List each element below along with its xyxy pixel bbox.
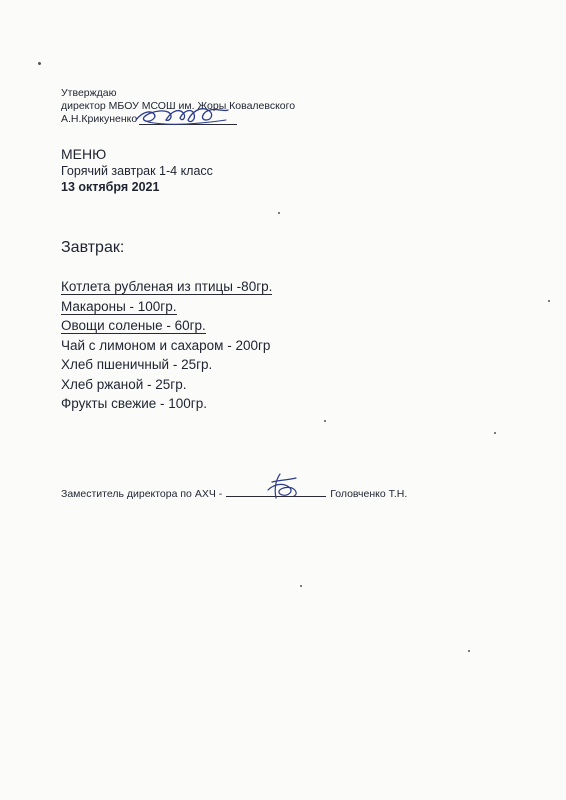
page-title: МЕНЮ [61, 146, 107, 162]
scan-speck [494, 432, 496, 434]
approver-signature-line [139, 124, 237, 125]
approver-name: А.Н.Крикуненко [61, 113, 138, 125]
deputy-signature-line [226, 486, 326, 497]
menu-item: Чай с лимоном и сахаром - 200гр [61, 337, 271, 353]
deputy-signature-row [61, 486, 407, 501]
menu-item: Котлета рубленая из птицы -80гр. [61, 279, 273, 294]
scan-speck [37, 61, 41, 65]
approval-block [61, 87, 295, 126]
deputy-name: Головченко Т.Н. [330, 488, 408, 500]
approval-heading: Утверждаю [61, 87, 117, 99]
menu-item: Фрукты свежие - 100гр. [61, 396, 207, 411]
scan-speck [300, 585, 302, 587]
menu-heading [61, 146, 213, 195]
deputy-position: Заместитель директора по АХЧ - [61, 488, 223, 500]
approver-name-row [61, 113, 137, 126]
menu-item: Хлеб ржаной - 25гр. [61, 376, 187, 392]
scan-speck [548, 300, 550, 302]
menu-item: Хлеб пшеничный - 25гр. [61, 357, 213, 372]
scan-speck [468, 650, 470, 652]
meal-label: Завтрак: [61, 239, 125, 256]
scan-speck [324, 420, 326, 422]
approver-position: директор МБОУ МСОШ им. Жоры Ковалевского [61, 100, 296, 112]
menu-list [61, 277, 272, 414]
menu-date: 13 октября 2021 [61, 180, 160, 194]
menu-subtitle: Горячий завтрак 1-4 класс [61, 164, 213, 178]
menu-item: Овощи соленые - 60гр. [61, 318, 206, 333]
menu-item: Макароны - 100гр. [61, 298, 177, 314]
scan-speck [278, 212, 280, 214]
